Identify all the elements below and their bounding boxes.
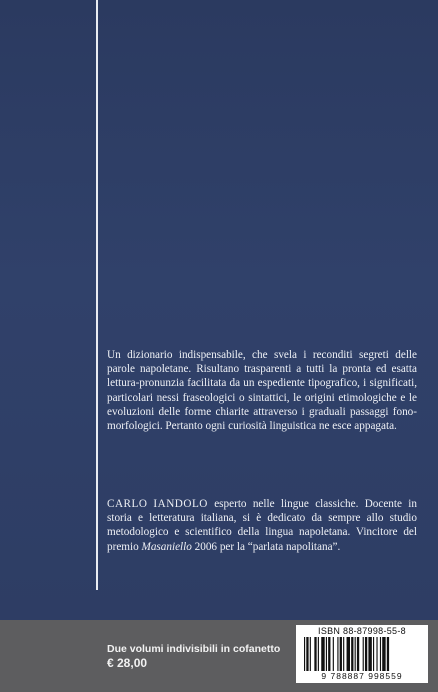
barcode-bars [304,637,420,671]
author-first-name: CARLO [107,498,148,510]
isbn-number: ISBN 88-87998-55-8 [318,626,406,636]
volumes-note: Due volumi indivisibili in cofanetto [107,643,281,655]
author-bio [107,497,417,554]
author-bio-text-1: esperto nelle lingue classiche. Docente in storia e letteratura italiana, si è dedicato da sempre allo studio metodologico e scientifico della lingua napoletana. Vincitore del premio [107,498,417,553]
book-description: Un dizionario indispensabile, che svela i reconditi segreti delle parole napoletane. Risultano trasparenti a tutti la pronta ed esatta lettura-pronunzia facilitata da un espediente tipografico, i significati, particolari nessi fraseologici o sintattici, le origini etimologiche e le evoluzioni delle forme chiarite attraverso i graduali passaggi fono-morfologici. Pertanto ogni curiosità linguistica ne esce appagata. [107,349,417,433]
isbn-barcode [296,625,428,683]
author-last-name: IANDOLO [153,498,208,510]
vertical-rule [96,0,98,590]
price: € 28,00 [107,656,148,670]
author-bio-text-2: 2006 per la “parlata napolitana”. [191,540,341,553]
barcode-digits: 9 788887 998559 [321,671,403,681]
prize-name: Masaniello [141,540,192,553]
